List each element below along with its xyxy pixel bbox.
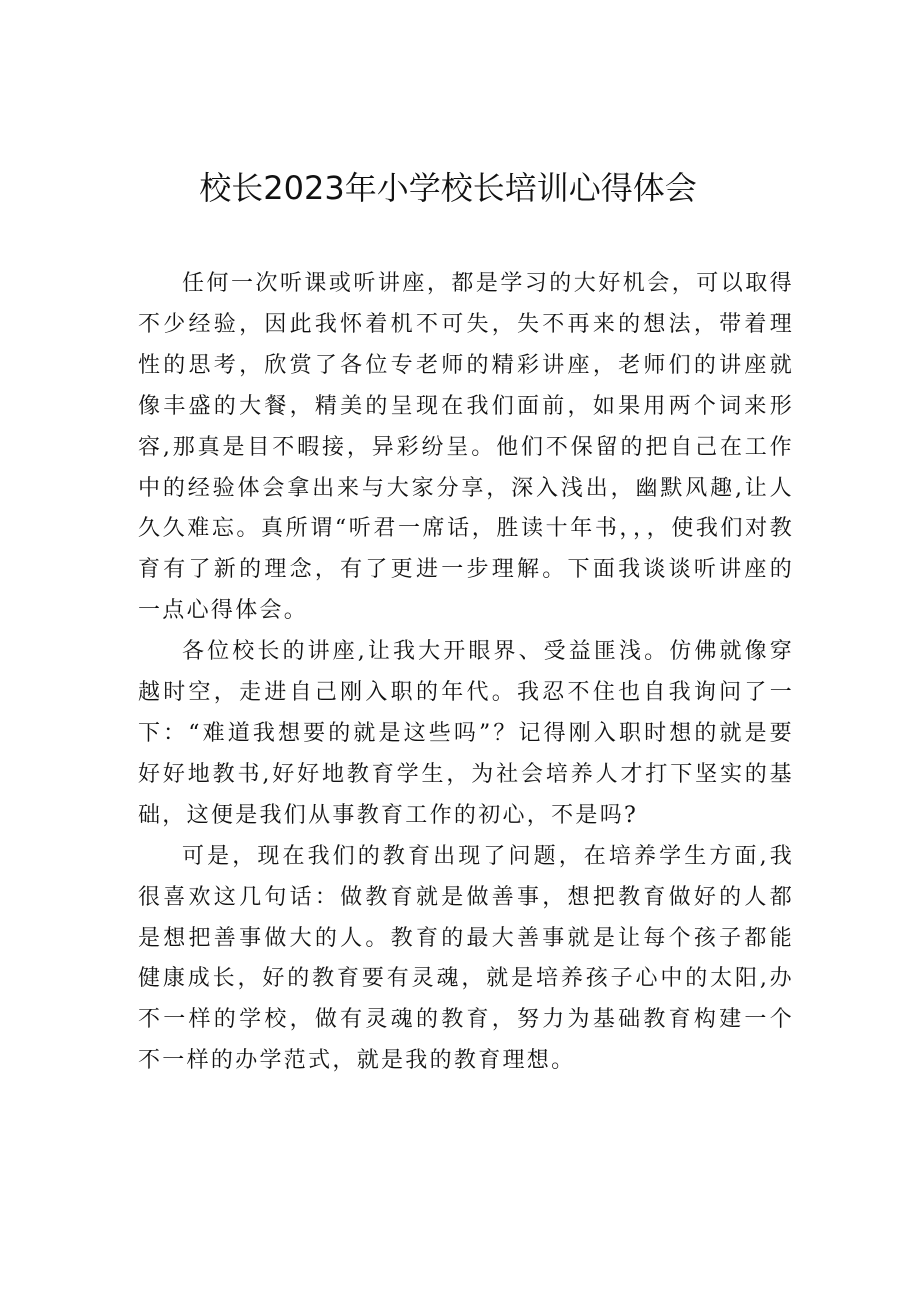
paragraph-3: 可是，现在我们的教育出现了问题，在培养学生方面,我很喜欢这几句话：做教育就是做善事，想把教育做好的人都是想把善事做大的人。教育的最大善事就是让每个孩子都能健康成长，好的教育要有灵魂，就是培养孩子心中的太阳,办不一样的学校，做有灵魂的教育，努力为基础教育构建一个不一样的办学范式，就是我的教育理想。 xyxy=(138,843,794,1074)
paragraph-1: 任何一次听课或听讲座，都是学习的大好机会，可以取得不少经验，因此我怀着机不可失，失不再来的想法，带着理性的思考，欣赏了各位专老师的精彩讲座，老师们的讲座就像丰盛的大餐，精美的呈现在我们面前，如果用两个词来形容,那真是目不暇接，异彩纷呈。他们不保留的把自己在工作中的经验体会拿出来与大家分享，深入浅出，幽默风趣,让人久久难忘。真所谓“听君一席话，胜读十年书，，，使我们对教育有了新的理念，有了更进一步理解。下面我谈谈听讲座的一点心得体会。 xyxy=(138,271,794,624)
document-title: 校长2023年小学校长培训心得体会 xyxy=(199,169,697,207)
paragraph-2: 各位校长的讲座,让我大开眼界、受益匪浅。仿佛就像穿越时空，走进自己刚入职的年代。我忍不住也自我询问了一下：“难道我想要的就是这些吗”？记得刚入职时想的就是要好好地教书,好好地教育学生，为社会培养人才打下坚实的基础，这便是我们从事教育工作的初心，不是吗? xyxy=(138,639,794,828)
document-body xyxy=(138,264,794,1082)
